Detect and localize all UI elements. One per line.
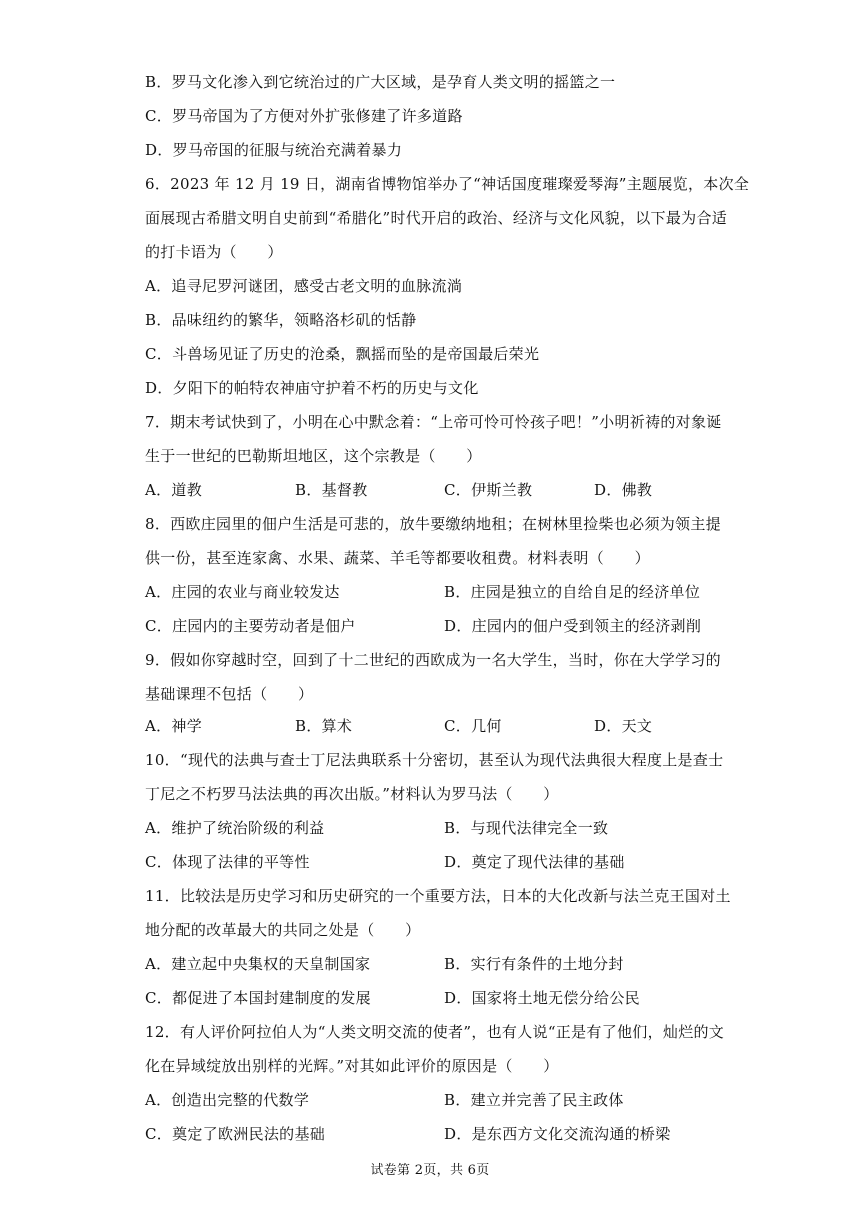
q9-option-a: A．神学 [145, 717, 203, 735]
q12-option-a: A．创造出完整的代数学 [145, 1091, 310, 1109]
q7-option-d: D．佛教 [594, 481, 653, 499]
q8-option-c: C．庄园内的主要劳动者是佃户 [145, 617, 356, 635]
q8-stem-line-2: 供一份，甚至连家禽、水果、蔬菜、羊毛等都要收租费。材料表明（ ） [145, 549, 650, 567]
q5-option-d: D．罗马帝国的征服与统治充满着暴力 [145, 141, 403, 159]
q9-option-b: B．算术 [295, 717, 353, 735]
q11-option-d: D．国家将土地无偿分给公民 [444, 989, 640, 1007]
q11-option-c: C．都促进了本国封建制度的发展 [145, 989, 371, 1007]
q12-option-b: B．建立并完善了民主政体 [444, 1091, 624, 1109]
q6-option-d: D．夕阳下的帕特农神庙守护着不朽的历史与文化 [145, 379, 479, 397]
q11-option-a: A．建立起中央集权的天皇制国家 [145, 955, 371, 973]
q8-option-d: D．庄园内的佃户受到领主的经济剥削 [444, 617, 702, 635]
q6-stem-line-1: 6．2023 年 12 月 19 日，湖南省博物馆举办了“神话国度璀璨爱琴海”主题展览，本次全 [145, 175, 750, 193]
q12-stem-line-2: 化在异域绽放出别样的光辉。”对其如此评价的原因是（ ） [145, 1057, 559, 1075]
q10-option-a: A．维护了统治阶级的利益 [145, 819, 325, 837]
q10-stem-line-2: 丁尼之不朽罗马法法典的再次出版。”材料认为罗马法（ ） [145, 785, 559, 803]
q12-option-d: D．是东西方文化交流沟通的桥梁 [444, 1125, 671, 1143]
q9-stem-line-2: 基础课理不包括（ ） [145, 685, 314, 703]
q12-stem-line-1: 12．有人评价阿拉伯人为“人类文明交流的使者”，也有人说“正是有了他们，灿烂的文 [145, 1023, 725, 1041]
q9-option-c: C．几何 [444, 717, 502, 735]
q5-option-c: C．罗马帝国为了方便对外扩张修建了许多道路 [145, 107, 463, 125]
q8-stem-line-1: 8．西欧庄园里的佃户生活是可悲的，放牛要缴纳地租；在树林里捡柴也必须为领主提 [145, 515, 721, 533]
q7-option-b: B．基督教 [295, 481, 368, 499]
q11-stem-line-2: 地分配的改革最大的共同之处是（ ） [145, 921, 421, 939]
q8-option-b: B．庄园是独立的自给自足的经济单位 [444, 583, 701, 601]
q12-option-c: C．奠定了欧洲民法的基础 [145, 1125, 326, 1143]
q10-option-d: D．奠定了现代法律的基础 [444, 853, 625, 871]
q6-option-b: B．品味纽约的繁华，领略洛杉矶的恬静 [145, 311, 417, 329]
q7-stem-line-2: 生于一世纪的巴勒斯坦地区，这个宗教是（ ） [145, 447, 482, 465]
q10-option-b: B．与现代法律完全一致 [444, 819, 609, 837]
q11-option-b: B．实行有条件的土地分封 [444, 955, 624, 973]
q7-option-c: C．伊斯兰教 [444, 481, 533, 499]
q6-option-c: C．斗兽场见证了历史的沧桑，飘摇而坠的是帝国最后荣光 [145, 345, 540, 363]
q10-option-c: C．体现了法律的平等性 [145, 853, 310, 871]
q11-stem-line-1: 11．比较法是历史学习和历史研究的一个重要方法，日本的大化改新与法兰克王国对土 [145, 887, 731, 905]
q5-option-b: B．罗马文化渗入到它统治过的广大区域，是孕育人类文明的摇篮之一 [145, 73, 616, 91]
q10-stem-line-1: 10．“现代的法典与查士丁尼法典联系十分密切，甚至认为现代法典很大程度上是查士 [145, 751, 724, 769]
q8-option-a: A．庄园的农业与商业较发达 [145, 583, 340, 601]
q6-stem-line-2: 面展现古希腊文明自史前到“希腊化”时代开启的政治、经济与文化风貌，以下最为合适 [145, 209, 728, 227]
q7-option-a: A．道教 [145, 481, 203, 499]
q9-stem-line-1: 9．假如你穿越时空，回到了十二世纪的西欧成为一名大学生，当时，你在大学学习的 [145, 651, 721, 669]
page-footer: 试卷第 2页，共 6页 [370, 1163, 490, 1178]
q7-stem-line-1: 7．期末考试快到了，小明在心中默念着：“上帝可怜可怜孩子吧！”小明祈祷的对象诞 [145, 413, 722, 431]
q6-stem-line-3: 的打卡语为（ ） [145, 243, 283, 261]
q6-option-a: A．追寻尼罗河谜团，感受古老文明的血脉流淌 [145, 277, 463, 295]
q9-option-d: D．天文 [594, 717, 653, 735]
